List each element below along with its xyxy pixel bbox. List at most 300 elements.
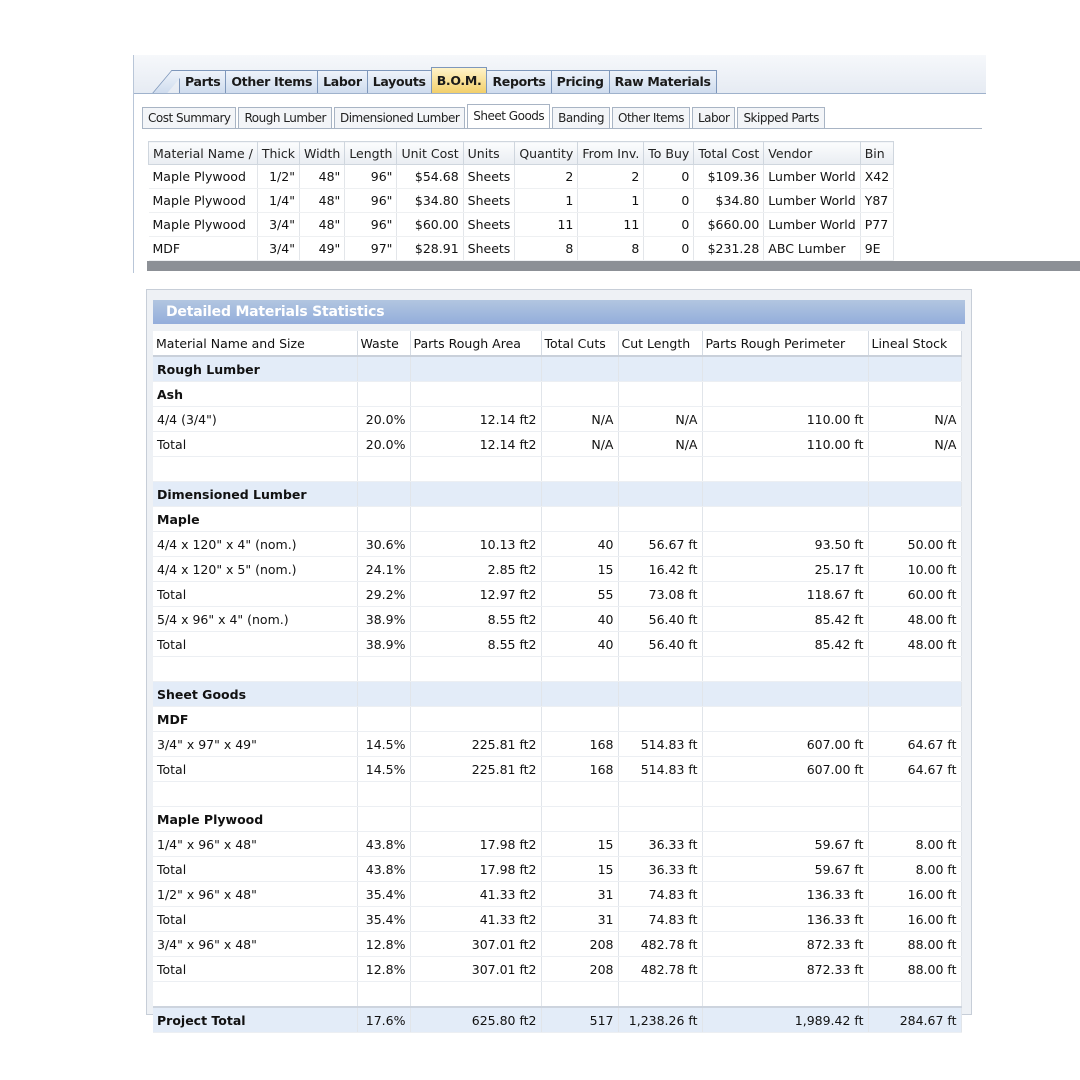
stats-cell [618, 507, 702, 532]
stats-cell: 41.33 ft2 [410, 882, 541, 907]
stats-cell [153, 657, 357, 682]
stats-cell: 136.33 ft [702, 882, 868, 907]
stats-cell [153, 982, 357, 1008]
project-total-row [153, 1007, 961, 1033]
stats-cell: 30.6% [357, 532, 410, 557]
stats-cell: 31 [541, 882, 618, 907]
subtab-rough-lumber[interactable]: Rough Lumber [238, 107, 332, 128]
stats-cell [357, 682, 410, 707]
stats-cell: 50.00 ft [868, 532, 961, 557]
subtab-labor[interactable]: Labor [692, 107, 735, 128]
grid-cell: 1/4" [257, 189, 299, 213]
spacer-row [153, 657, 961, 682]
stats-cell: 625.80 ft2 [410, 1007, 541, 1033]
stats-cell [541, 982, 618, 1008]
tab-other-items[interactable]: Other Items [225, 70, 318, 93]
table-row [153, 407, 961, 432]
stats-cell [868, 707, 961, 732]
stats-cell: 17.6% [357, 1007, 410, 1033]
grid-cell: $109.36 [694, 165, 764, 189]
stats-cell: Total [153, 632, 357, 657]
stats-cell: Total [153, 907, 357, 932]
subtab-dimensioned-lumber[interactable]: Dimensioned Lumber [334, 107, 465, 128]
stats-column-lineal-stock[interactable]: Lineal Stock [868, 331, 961, 356]
stats-cell: 56.67 ft [618, 532, 702, 557]
stats-cell [357, 356, 410, 382]
stats-cell [868, 682, 961, 707]
stats-cell [618, 482, 702, 507]
stats-cell: Maple Plywood [153, 807, 357, 832]
stats-cell: 872.33 ft [702, 957, 868, 982]
stats-cell [618, 657, 702, 682]
stats-cell [702, 482, 868, 507]
stats-cell: 607.00 ft [702, 732, 868, 757]
stats-cell: Total [153, 582, 357, 607]
table-row [153, 557, 961, 582]
stats-cell [618, 782, 702, 807]
grid-cell: Sheets [463, 189, 515, 213]
stats-cell: 872.33 ft [702, 932, 868, 957]
stats-cell: 16.00 ft [868, 882, 961, 907]
grid-cell: Sheets [463, 165, 515, 189]
stats-column-cut-length[interactable]: Cut Length [618, 331, 702, 356]
table-row [153, 532, 961, 557]
subtab-banding[interactable]: Banding [552, 107, 610, 128]
subtotal-row [153, 907, 961, 932]
column-header-thick[interactable]: Thick [257, 142, 299, 165]
grid-row[interactable] [149, 165, 894, 189]
grid-cell: 3/4" [257, 237, 299, 261]
stats-cell: 17.98 ft2 [410, 832, 541, 857]
section-row [153, 682, 961, 707]
stats-cell: 59.67 ft [702, 857, 868, 882]
grid-cell: Lumber World [764, 189, 860, 213]
stats-cell: 56.40 ft [618, 607, 702, 632]
grid-row[interactable] [149, 189, 894, 213]
grid-cell: 11 [515, 213, 578, 237]
stats-cell [868, 807, 961, 832]
stats-cell [702, 682, 868, 707]
stats-cell: 482.78 ft [618, 957, 702, 982]
stats-cell [868, 982, 961, 1008]
stats-cell: 1/4" x 96" x 48" [153, 832, 357, 857]
grid-cell: 0 [644, 213, 694, 237]
stats-column-parts-rough-area[interactable]: Parts Rough Area [410, 331, 541, 356]
stats-cell: 48.00 ft [868, 607, 961, 632]
sheet-goods-grid [148, 141, 894, 261]
stats-cell: MDF [153, 707, 357, 732]
stats-cell: 4/4 x 120" x 4" (nom.) [153, 532, 357, 557]
stats-cell [410, 807, 541, 832]
stats-cell: 73.08 ft [618, 582, 702, 607]
stats-cell: 110.00 ft [702, 432, 868, 457]
stats-cell: Maple [153, 507, 357, 532]
stats-cell [357, 507, 410, 532]
stats-cell: 14.5% [357, 732, 410, 757]
group-row [153, 707, 961, 732]
spacer-row [153, 457, 961, 482]
grid-row[interactable] [149, 237, 894, 261]
subtotal-row [153, 957, 961, 982]
grid-cell: 11 [578, 213, 644, 237]
stats-cell [410, 356, 541, 382]
grid-cell: Maple Plywood [149, 189, 258, 213]
stats-cell: 40 [541, 607, 618, 632]
grid-cell: 0 [644, 237, 694, 261]
main-tab-strip [134, 55, 986, 94]
stats-cell: 10.13 ft2 [410, 532, 541, 557]
tab-raw-materials[interactable]: Raw Materials [609, 70, 717, 93]
stats-cell: 88.00 ft [868, 957, 961, 982]
stats-cell: 8.55 ft2 [410, 632, 541, 657]
stats-cell [541, 482, 618, 507]
stats-cell [357, 707, 410, 732]
stats-cell: 36.33 ft [618, 857, 702, 882]
stats-cell: 85.42 ft [702, 632, 868, 657]
column-header-from-inv[interactable]: From Inv. [578, 142, 644, 165]
stats-cell [410, 982, 541, 1008]
grid-cell: 9E [860, 237, 893, 261]
stats-cell: Ash [153, 382, 357, 407]
stats-cell [541, 356, 618, 382]
grid-cell: Y87 [860, 189, 893, 213]
grid-row[interactable] [149, 213, 894, 237]
stats-cell: 8.55 ft2 [410, 607, 541, 632]
stats-cell: 514.83 ft [618, 757, 702, 782]
grid-cell: $28.91 [397, 237, 463, 261]
stats-cell: 168 [541, 732, 618, 757]
stats-cell: Dimensioned Lumber [153, 482, 357, 507]
column-header-vendor[interactable]: Vendor [764, 142, 860, 165]
column-header-material-name[interactable]: Material Name / [149, 142, 258, 165]
stats-cell: 12.8% [357, 957, 410, 982]
stats-cell: Total [153, 757, 357, 782]
tab-layouts[interactable]: Layouts [367, 70, 432, 93]
grid-cell: X42 [860, 165, 893, 189]
column-header-total-cost[interactable]: Total Cost [694, 142, 764, 165]
stats-cell: 85.42 ft [702, 607, 868, 632]
stats-cell: 41.33 ft2 [410, 907, 541, 932]
table-row [153, 882, 961, 907]
stats-cell: 35.4% [357, 907, 410, 932]
stats-cell [702, 657, 868, 682]
group-row [153, 382, 961, 407]
subtotal-row [153, 632, 961, 657]
stats-cell [357, 482, 410, 507]
subtotal-row [153, 432, 961, 457]
grid-cell: Sheets [463, 237, 515, 261]
grid-cell: 1 [515, 189, 578, 213]
stats-cell: 31 [541, 907, 618, 932]
stats-cell: 88.00 ft [868, 932, 961, 957]
stats-cell: 16.42 ft [618, 557, 702, 582]
stats-cell: Sheet Goods [153, 682, 357, 707]
stats-cell: 64.67 ft [868, 732, 961, 757]
stats-cell: 93.50 ft [702, 532, 868, 557]
grid-cell: P77 [860, 213, 893, 237]
stats-cell: 74.83 ft [618, 882, 702, 907]
stats-cell: 16.00 ft [868, 907, 961, 932]
stats-cell [868, 507, 961, 532]
stats-cell: 1,989.42 ft [702, 1007, 868, 1033]
grid-cell: 2 [515, 165, 578, 189]
column-header-bin[interactable]: Bin [860, 142, 893, 165]
stats-cell: N/A [868, 407, 961, 432]
grid-cell: Sheets [463, 213, 515, 237]
stats-cell [702, 507, 868, 532]
stats-cell [618, 982, 702, 1008]
stats-cell: 38.9% [357, 632, 410, 657]
stats-cell: Total [153, 432, 357, 457]
stats-cell: 5/4 x 96" x 4" (nom.) [153, 607, 357, 632]
stats-cell: 307.01 ft2 [410, 932, 541, 957]
grid-cell: 0 [644, 189, 694, 213]
stats-cell: 14.5% [357, 757, 410, 782]
subtotal-row [153, 857, 961, 882]
stats-cell: 8.00 ft [868, 832, 961, 857]
tab-b-o-m[interactable]: B.O.M. [431, 67, 488, 93]
grid-cell: 0 [644, 165, 694, 189]
stats-cell [868, 782, 961, 807]
grid-cell: 49" [299, 237, 344, 261]
section-row [153, 356, 961, 382]
spacer-row [153, 782, 961, 807]
stats-cell [618, 682, 702, 707]
stats-cell: 64.67 ft [868, 757, 961, 782]
stats-cell: 8.00 ft [868, 857, 961, 882]
stats-cell [357, 982, 410, 1008]
grid-cell: $231.28 [694, 237, 764, 261]
grid-cell: 2 [578, 165, 644, 189]
stats-cell: 20.0% [357, 407, 410, 432]
stats-cell: 307.01 ft2 [410, 957, 541, 982]
stats-cell: Total [153, 957, 357, 982]
stats-column-material-name-and-size[interactable]: Material Name and Size [153, 331, 357, 356]
stats-cell: N/A [541, 432, 618, 457]
stats-cell [410, 457, 541, 482]
stats-cell: 25.17 ft [702, 557, 868, 582]
table-row [153, 932, 961, 957]
grid-cell: Lumber World [764, 213, 860, 237]
tab-reports[interactable]: Reports [486, 70, 551, 93]
stats-cell: 43.8% [357, 832, 410, 857]
spacer-row [153, 982, 961, 1008]
stats-cell [357, 807, 410, 832]
stats-cell [618, 356, 702, 382]
grid-cell: 8 [515, 237, 578, 261]
stats-cell [410, 782, 541, 807]
table-row [153, 607, 961, 632]
panel-title: Detailed Materials Statistics [153, 300, 965, 324]
stats-cell: 517 [541, 1007, 618, 1033]
stats-cell: 4/4 (3/4") [153, 407, 357, 432]
stats-cell [618, 382, 702, 407]
grid-header-row [149, 142, 894, 165]
stats-cell [618, 807, 702, 832]
subtab-sheet-goods[interactable]: Sheet Goods [467, 104, 550, 128]
tab-labor[interactable]: Labor [317, 70, 368, 93]
stats-cell: 40 [541, 532, 618, 557]
stats-cell: 56.40 ft [618, 632, 702, 657]
stats-cell [410, 382, 541, 407]
stats-cell: 29.2% [357, 582, 410, 607]
stats-cell [410, 707, 541, 732]
stats-cell: 168 [541, 757, 618, 782]
stats-cell: 12.8% [357, 932, 410, 957]
stats-cell: 110.00 ft [702, 407, 868, 432]
stats-cell [357, 782, 410, 807]
grid-cell: $34.80 [694, 189, 764, 213]
materials-statistics-table [153, 331, 962, 1033]
stats-cell: 15 [541, 557, 618, 582]
grid-cell: 3/4" [257, 213, 299, 237]
stats-cell: 1/2" x 96" x 48" [153, 882, 357, 907]
stats-cell: 10.00 ft [868, 557, 961, 582]
stats-cell [410, 507, 541, 532]
stats-cell: 15 [541, 832, 618, 857]
stats-cell: 136.33 ft [702, 907, 868, 932]
stats-cell: 225.81 ft2 [410, 732, 541, 757]
column-header-length[interactable]: Length [345, 142, 397, 165]
column-header-unit-cost[interactable]: Unit Cost [397, 142, 463, 165]
stats-cell: 48.00 ft [868, 632, 961, 657]
stats-cell: 17.98 ft2 [410, 857, 541, 882]
stats-cell [702, 457, 868, 482]
grid-cell: 96" [345, 213, 397, 237]
table-row [153, 732, 961, 757]
stats-cell: 20.0% [357, 432, 410, 457]
grid-cell: $34.80 [397, 189, 463, 213]
stats-cell [357, 457, 410, 482]
grid-cell: Maple Plywood [149, 213, 258, 237]
column-header-width[interactable]: Width [299, 142, 344, 165]
stats-cell [618, 457, 702, 482]
grid-cell: $54.68 [397, 165, 463, 189]
subtab-other-items[interactable]: Other Items [612, 107, 690, 128]
stats-cell [702, 356, 868, 382]
stats-cell [357, 382, 410, 407]
stats-cell [702, 707, 868, 732]
subtotal-row [153, 582, 961, 607]
grid-cell: 1 [578, 189, 644, 213]
stats-cell: 225.81 ft2 [410, 757, 541, 782]
stats-cell [868, 382, 961, 407]
section-row [153, 482, 961, 507]
sub-tab-divider [142, 128, 982, 129]
stats-cell [410, 682, 541, 707]
stats-cell: 15 [541, 857, 618, 882]
stats-cell: 12.14 ft2 [410, 407, 541, 432]
main-tabs [162, 67, 716, 93]
stats-cell [541, 382, 618, 407]
stats-cell: Total [153, 857, 357, 882]
stats-cell: 59.67 ft [702, 832, 868, 857]
stats-cell [702, 807, 868, 832]
subtab-cost-summary[interactable]: Cost Summary [142, 107, 236, 128]
horizontal-scrollbar[interactable] [147, 261, 1080, 271]
stats-cell [410, 482, 541, 507]
stats-cell [153, 457, 357, 482]
stats-cell: 36.33 ft [618, 832, 702, 857]
stats-cell: 208 [541, 932, 618, 957]
tab-parts[interactable]: Parts [179, 70, 226, 93]
stats-cell: N/A [618, 432, 702, 457]
stats-cell: 24.1% [357, 557, 410, 582]
stats-cell: 12.14 ft2 [410, 432, 541, 457]
stats-cell: 482.78 ft [618, 932, 702, 957]
stats-cell: 55 [541, 582, 618, 607]
grid-cell: ABC Lumber [764, 237, 860, 261]
stats-cell: 60.00 ft [868, 582, 961, 607]
stats-cell: 284.67 ft [868, 1007, 961, 1033]
group-row [153, 507, 961, 532]
stats-cell [541, 782, 618, 807]
stats-column-waste[interactable]: Waste [357, 331, 410, 356]
stats-cell: Project Total [153, 1007, 357, 1033]
grid-cell: 1/2" [257, 165, 299, 189]
subtab-skipped-parts[interactable]: Skipped Parts [737, 107, 824, 128]
grid-cell: 48" [299, 189, 344, 213]
stats-cell: 514.83 ft [618, 732, 702, 757]
stats-cell [868, 356, 961, 382]
stats-cell [541, 657, 618, 682]
stats-cell [410, 657, 541, 682]
stats-cell [868, 457, 961, 482]
tab-pricing[interactable]: Pricing [551, 70, 610, 93]
stats-cell: 4/4 x 120" x 5" (nom.) [153, 557, 357, 582]
stats-cell: 12.97 ft2 [410, 582, 541, 607]
stats-cell: 208 [541, 957, 618, 982]
stats-cell [868, 657, 961, 682]
stats-cell [618, 707, 702, 732]
group-row [153, 807, 961, 832]
stats-cell: 3/4" x 97" x 49" [153, 732, 357, 757]
stats-column-total-cuts[interactable]: Total Cuts [541, 331, 618, 356]
column-header-quantity[interactable]: Quantity [515, 142, 578, 165]
stats-cell: 2.85 ft2 [410, 557, 541, 582]
grid-cell: MDF [149, 237, 258, 261]
stats-cell: 43.8% [357, 857, 410, 882]
materials-statistics-panel [146, 289, 972, 1028]
stats-cell: N/A [541, 407, 618, 432]
grid-cell: 8 [578, 237, 644, 261]
grid-cell: 96" [345, 165, 397, 189]
grid-cell: 48" [299, 213, 344, 237]
stats-cell [702, 782, 868, 807]
stats-cell [541, 807, 618, 832]
stats-cell: 607.00 ft [702, 757, 868, 782]
column-header-to-buy[interactable]: To Buy [644, 142, 694, 165]
grid-cell: $60.00 [397, 213, 463, 237]
stats-cell: Rough Lumber [153, 356, 357, 382]
stats-cell [702, 982, 868, 1008]
stats-cell: 74.83 ft [618, 907, 702, 932]
stats-cell: N/A [618, 407, 702, 432]
stats-cell: N/A [868, 432, 961, 457]
stats-cell: 118.67 ft [702, 582, 868, 607]
stats-cell [541, 682, 618, 707]
table-row [153, 832, 961, 857]
stats-cell: 35.4% [357, 882, 410, 907]
bom-window [133, 55, 986, 273]
stats-cell: 38.9% [357, 607, 410, 632]
stats-cell: 40 [541, 632, 618, 657]
stats-cell [153, 782, 357, 807]
stats-column-parts-rough-perimeter[interactable]: Parts Rough Perimeter [702, 331, 868, 356]
stats-header-row [153, 331, 961, 356]
column-header-units[interactable]: Units [463, 142, 515, 165]
grid-cell: 97" [345, 237, 397, 261]
